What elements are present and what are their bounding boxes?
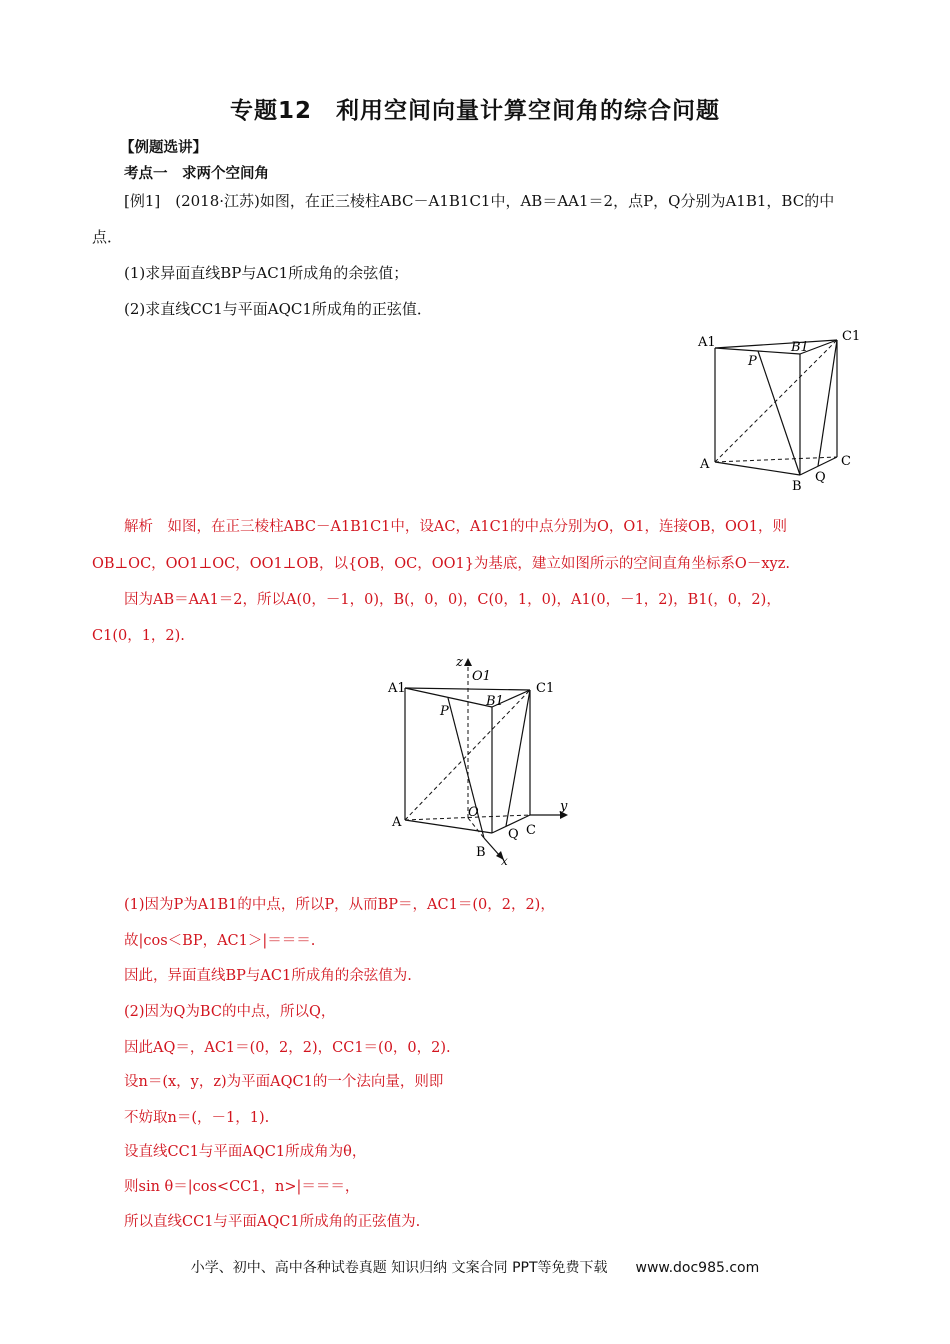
fig2-label: y [560, 799, 568, 814]
question-2: (2)求直线CC1与平面AQC1所成角的正弦值． [124, 300, 432, 318]
fig2-label: x [501, 854, 508, 868]
page-title: 专题12 利用空间向量计算空间角的综合问题 [229, 98, 720, 124]
fig1-label: Q [815, 470, 826, 485]
solution-step-10: 所以直线CC1与平面AQC1所成角的正弦值为. [124, 1214, 421, 1230]
fig2-label: P [440, 704, 449, 719]
solution-step-5: 因此AQ＝，AC1＝(0，2，2)，CC1＝(0，0，2). [124, 1040, 451, 1056]
fig2-label: B [476, 845, 486, 860]
solution-step-9: 则sin θ＝|cos<CC1，n>|＝＝＝， [124, 1179, 360, 1195]
solution-para-1b: OB⊥OC，OO1⊥OC，OO1⊥OB，以{OB，OC，OO1}为基底，建立如图所示的空间直角坐标系O－xyz. [92, 556, 790, 572]
solution-step-7: 不妨取n＝(，－1，1). [124, 1110, 270, 1126]
fig2-label: C1 [536, 681, 555, 696]
topic-heading: 考点一 求两个空间角 [124, 166, 269, 182]
fig2-label: O1 [472, 669, 491, 684]
fig2-label: Q [508, 827, 519, 842]
solution-para-2a: 因为AB＝AA1＝2，所以A(0，－1，0)，B(，0，0)，C(0，1，0)，A1(0，－1，2)，B1(，0，2)， [124, 592, 781, 608]
solution-step-2: 故|cos＜BP，AC1＞|＝＝＝. [124, 933, 316, 949]
fig1-label: C [841, 454, 851, 469]
fig2-label: A1 [388, 681, 406, 696]
example-line-1: [例1] (2018·江苏)如图，在正三棱柱ABC－A1B1C1中，AB＝AA1＝2，点P，Q分别为A1B1，BC的中 [124, 192, 835, 210]
footer-text: 小学、初中、高中各种试卷真题 知识归纳 文案合同 PPT等免费下载 www.doc985.com [190, 1260, 760, 1276]
question-1: (1)求异面直线BP与AC1所成角的余弦值； [124, 264, 409, 282]
example-line-2: 点． [92, 228, 123, 246]
fig2-label: C [526, 823, 536, 838]
fig1-label: B1 [791, 340, 809, 355]
solution-step-3: 因此，异面直线BP与AC1所成角的余弦值为. [124, 968, 412, 984]
fig1-label: B [792, 479, 802, 494]
fig1-label: P [748, 354, 757, 369]
fig1-label: C1 [842, 329, 861, 344]
fig2-label: A [392, 815, 402, 830]
solution-para-2b: C1(0，1，2). [92, 628, 185, 644]
solution-step-1: (1)因为P为A1B1的中点，所以P，从而BP＝，AC1＝(0，2，2)， [124, 897, 555, 913]
fig2-label: z [456, 655, 463, 670]
solution-para-1a: 解析 如图，在正三棱柱ABC－A1B1C1中，设AC，A1C1的中点分别为O，O1，连接OB，OO1，则 [124, 519, 788, 535]
solution-step-8: 设直线CC1与平面AQC1所成角为θ， [124, 1144, 367, 1160]
fig2-label: B1 [486, 694, 504, 709]
fig2-label: O [468, 805, 479, 820]
prism-figure-1 [690, 320, 870, 495]
prism-figure-2 [380, 650, 580, 870]
solution-step-4: (2)因为Q为BC的中点，所以Q， [124, 1004, 336, 1020]
fig1-label: A [700, 457, 710, 472]
fig1-label: A1 [698, 335, 716, 350]
section-header: 【例题选讲】 [120, 140, 207, 156]
solution-step-6: 设n＝(x，y，z)为平面AQC1的一个法向量，则即 [124, 1074, 444, 1090]
